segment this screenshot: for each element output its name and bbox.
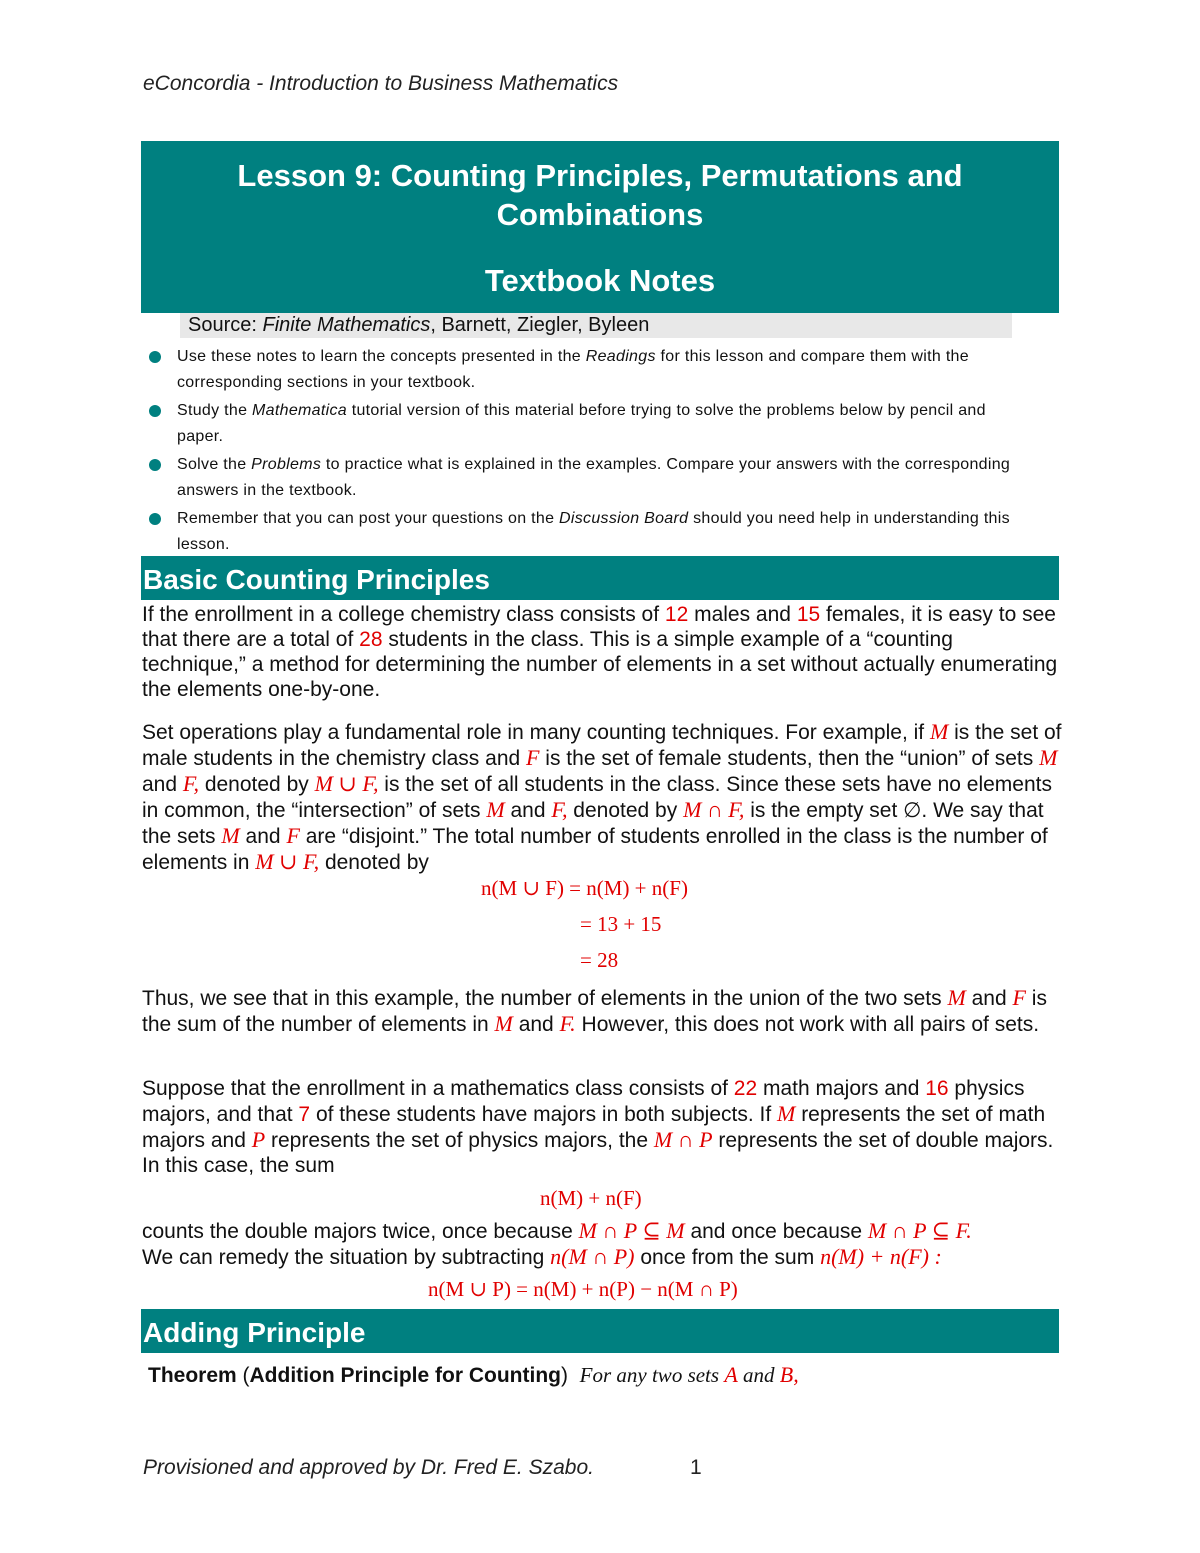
running-header: eConcordia - Introduction to Business Mathematics	[143, 72, 619, 95]
bullet-icon	[149, 405, 161, 417]
note-item: Study the Mathematica tutorial version of this material before trying to solve the problems below by pencil and paper.	[145, 398, 1015, 450]
note-item: Remember that you can post your questions on the Discussion Board should you need help in understanding this lesson.	[145, 506, 1015, 558]
equation-union-line-2: = 13 + 15	[580, 912, 662, 936]
paragraph-5: counts the double majors twice, once because M ∩ P ⊆ M and once because M ∩ P ⊆ F. We can remedy the situation by subtracting n(M ∩ P) once from the sum n(M) + n(F) :	[142, 1218, 972, 1269]
title-banner	[141, 141, 1059, 313]
bullet-icon	[149, 459, 161, 471]
section-heading-adding: Adding Principle	[141, 1309, 1059, 1353]
equation-sum: n(M) + n(F)	[540, 1186, 642, 1210]
bullet-icon	[149, 351, 161, 363]
theorem-label: Theorem	[148, 1364, 237, 1387]
title-line-1: Lesson 9: Counting Principles, Permutations and	[237, 158, 963, 193]
source-prefix: Source:	[188, 314, 263, 336]
source-line	[180, 313, 1012, 338]
equation-union-line-1: n(M ∪ F) = n(M) + n(F)	[481, 876, 688, 900]
source-book: Finite Mathematics	[262, 314, 431, 336]
paragraph-4: Suppose that the enrollment in a mathematics class consists of 22 math majors and 16 physics majors, and that 7 of these students have majors in both subjects. If M represents the set of math majors and P represents the set of physics majors, the M ∩ P represents the set of double majors. In this case, the sum	[142, 1077, 1054, 1177]
title-line-2: Combinations	[496, 197, 704, 232]
equation-inclusion-exclusion: n(M ∪ P) = n(M) + n(P) − n(M ∩ P)	[428, 1277, 738, 1301]
paragraph-2: Set operations play a fundamental role in many counting techniques. For example, if M is the set of male students in the chemistry class and F is the set of female students, then the “union” of sets M and F, denoted by M ∪ F, is the set of all students in the class. Since these sets have no elements in common, the “intersection” of sets M and F, denoted by M ∩ F, is the empty set ∅. We say that the sets M and F are “disjoint.” The total number of students enrolled in the class is the number of elements in M ∪ F, denoted by	[142, 719, 1062, 874]
note-item: Solve the Problems to practice what is explained in the examples. Compare your answers with the corresponding answers in the textbook.	[145, 452, 1015, 504]
section-heading-basic: Basic Counting Principles	[141, 556, 1059, 600]
equation-union-line-3: = 28	[580, 948, 619, 972]
title-line-3: Textbook Notes	[484, 263, 716, 298]
paragraph-1: If the enrollment in a college chemistry class consists of 12 males and 15 females, it is easy to see that there are a total of 28 students in the class. This is a simple example of a “counting technique,” a method for determining the number of elements in a set without actually enumerating the elements one-by-one.	[142, 603, 1058, 701]
paragraph-3: Thus, we see that in this example, the number of elements in the union of the two sets M and F is the sum of the number of elements in M and F. However, this does not work with all pairs of sets.	[142, 985, 1047, 1036]
notes-list	[145, 344, 1015, 560]
bullet-icon	[149, 513, 161, 525]
theorem-name: Addition Principle for Counting	[249, 1364, 561, 1387]
footer-credit: Provisioned and approved by Dr. Fred E. Szabo.	[143, 1456, 594, 1479]
source-authors: , Barnett, Ziegler, Byleen	[430, 314, 650, 336]
page-number: 1	[690, 1456, 702, 1479]
note-item: Use these notes to learn the concepts presented in the Readings for this lesson and compare them with the corresponding sections in your textbook.	[145, 344, 1015, 396]
theorem-statement: Theorem (Addition Principle for Counting) For any two sets A and B,	[148, 1362, 799, 1387]
